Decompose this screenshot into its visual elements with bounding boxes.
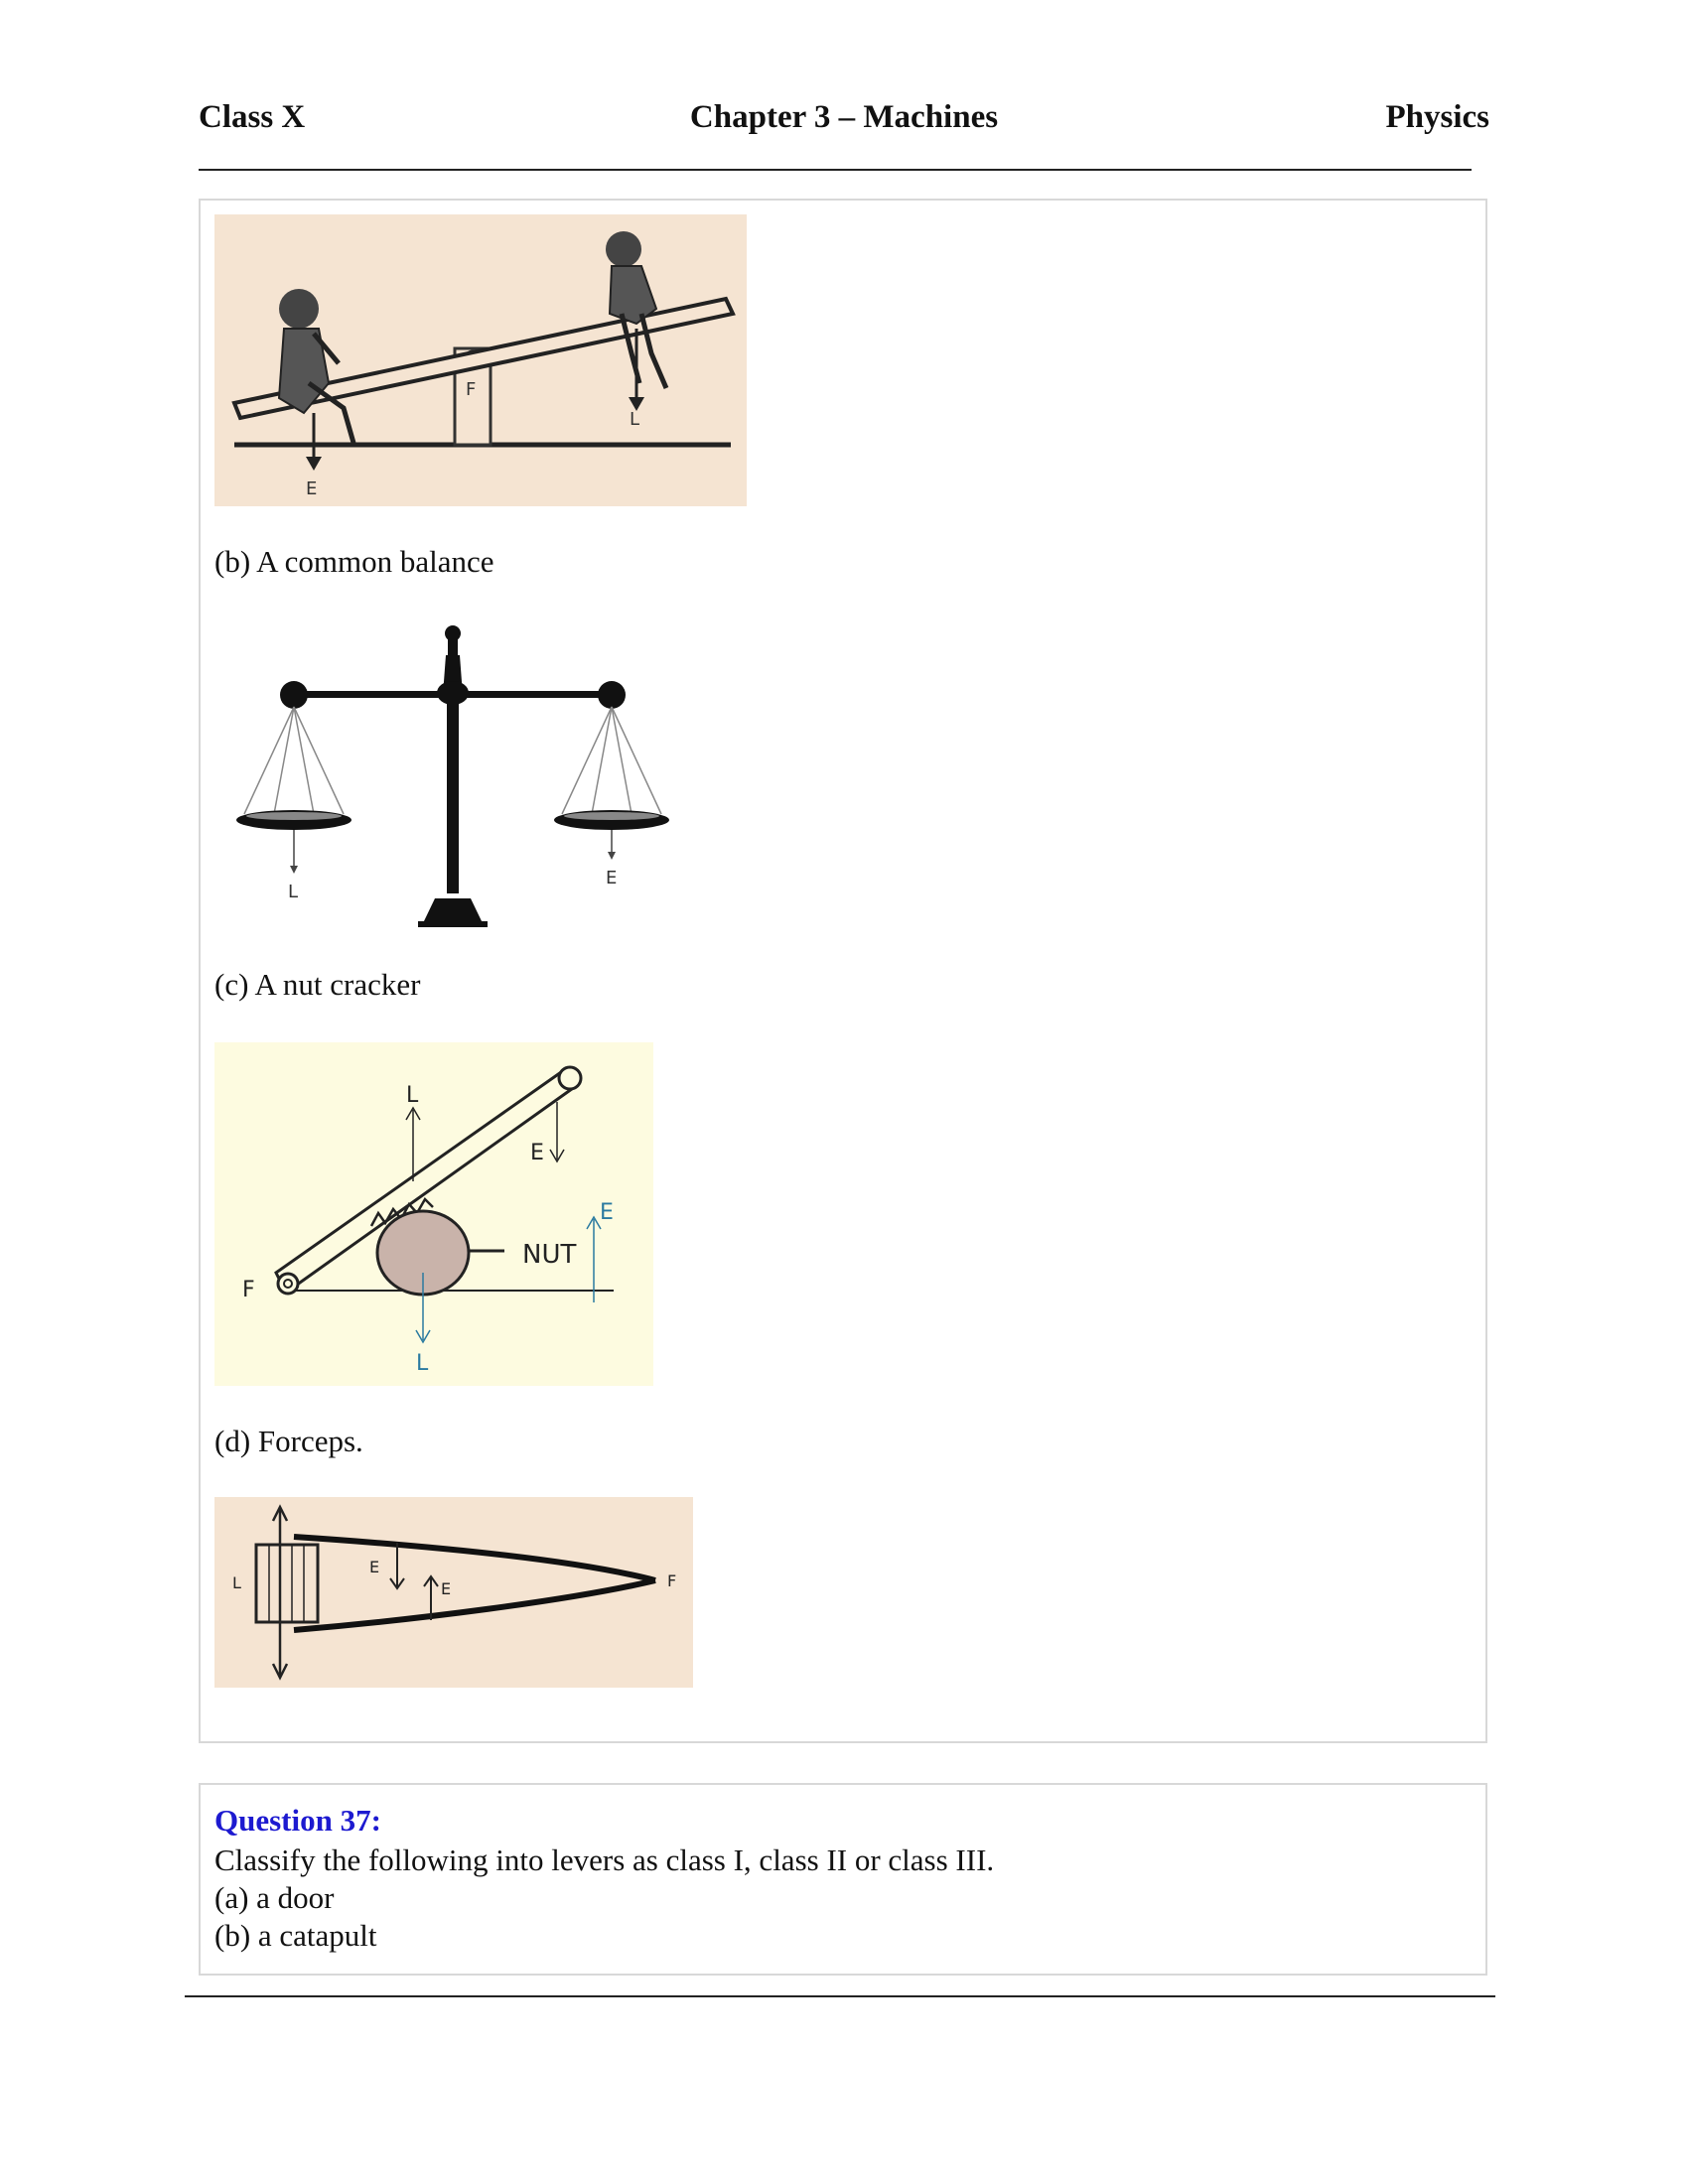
seesaw-figure [214,214,747,506]
question-title: Question 37: [214,1803,381,1838]
answer-box [199,199,1487,1743]
nutcracker-fulcrum-label: F [242,1278,255,1302]
footer-divider [185,1995,1495,1997]
nutcracker-diagram [214,1042,653,1386]
nutcracker-figure [214,1042,653,1386]
question-box [199,1783,1487,1976]
forceps-figure [214,1497,693,1688]
header-divider [199,169,1472,171]
nutcracker-effort-top-label: E [530,1141,544,1165]
header-class: Class X [199,99,306,135]
forceps-load-label: L [232,1573,241,1592]
question-prompt: Classify the following into levers as class I, class II or class III. [214,1843,995,1877]
caption-c: (c) A nut cracker [214,967,421,1002]
header-chapter: Chapter 3 – Machines [689,99,999,135]
seesaw-fulcrum-label: F [466,379,477,400]
caption-b: (b) A common balance [214,544,494,579]
nutcracker-effort-side-label: E [600,1200,614,1225]
balance-load-label: L [288,882,299,902]
balance-figure [214,615,691,943]
balance-diagram [214,615,691,943]
caption-d: (d) Forceps. [214,1424,363,1458]
seesaw-load-label: L [630,409,640,430]
header-subject: Physics [1385,99,1489,135]
nutcracker-load-top-label: L [406,1083,419,1108]
balance-effort-label: E [606,868,618,888]
forceps-diagram [214,1497,693,1688]
nutcracker-nut-label: NUT [522,1240,577,1270]
seesaw-diagram [214,214,747,506]
forceps-effort-top-label: E [369,1558,380,1576]
question-item-a: (a) a door [214,1880,335,1915]
nutcracker-load-bottom-label: L [416,1351,429,1376]
question-item-b: (b) a catapult [214,1918,377,1953]
seesaw-effort-label: E [306,478,318,499]
forceps-effort-bottom-label: E [441,1579,452,1598]
forceps-fulcrum-label: F [667,1571,677,1590]
